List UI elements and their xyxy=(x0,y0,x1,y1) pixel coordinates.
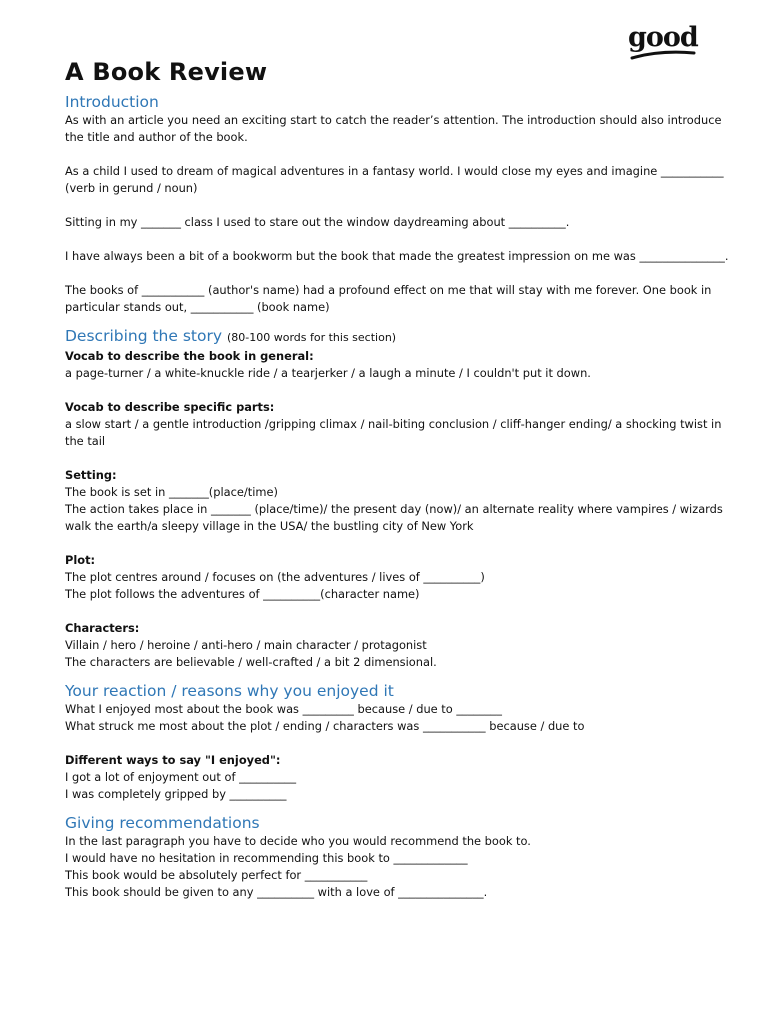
section-heading-recommendations: Giving recommendations xyxy=(65,814,260,832)
characters-label: Characters: xyxy=(65,621,140,635)
vocab-specific-label: Vocab to describe specific parts: xyxy=(65,400,275,414)
enjoyed-line-1: I got a lot of enjoyment out of __________ xyxy=(65,770,297,784)
plot-line-2: The plot follows the adventures of __________(character name) xyxy=(65,587,420,601)
document-body xyxy=(65,92,730,901)
page-title: A Book Review xyxy=(65,58,268,86)
vocab-specific-text: a slow start / a gentle introduction /gripping climax / nail-biting conclusion / cliff-hanger ending/ a shocking twist in the tail xyxy=(65,417,722,448)
intro-paragraph: As with an article you need an exciting start to catch the reader’s attention. The introduction should also introduce the title and author of the book. xyxy=(65,113,722,144)
intro-prompt-author: The books of ___________ (author's name) had a profound effect on me that will stay with me forever. One book in particular stands out, ___________ (book name) xyxy=(65,283,712,314)
section-heading-story xyxy=(65,326,730,348)
enjoyed-label: Different ways to say "I enjoyed": xyxy=(65,753,281,767)
logo-text: good xyxy=(628,22,698,53)
reaction-line-1: What I enjoyed most about the book was _________ because / due to ________ xyxy=(65,702,502,716)
intro-prompt-class: Sitting in my _______ class I used to stare out the window daydreaming about __________. xyxy=(65,215,570,229)
plot-line-1: The plot centres around / focuses on (the adventures / lives of __________) xyxy=(65,570,485,584)
enjoyed-line-2: I was completely gripped by __________ xyxy=(65,787,287,801)
vocab-general-text: a page-turner / a white-knuckle ride / a tearjerker / a laugh a minute / I couldn't put it down. xyxy=(65,366,591,380)
recommend-line-3: This book would be absolutely perfect for ___________ xyxy=(65,868,368,882)
setting-line-2: The action takes place in _______ (place/time)/ the present day (now)/ an alternate reality where vampires / wizards walk the earth/a sleepy village in the USA/ the bustling city of New York xyxy=(65,502,723,533)
good-logo xyxy=(628,24,698,64)
characters-line-1: Villain / hero / heroine / anti-hero / main character / protagonist xyxy=(65,638,427,652)
recommend-line-4: This book should be given to any __________ with a love of _______________. xyxy=(65,885,488,899)
story-heading-text: Describing the story xyxy=(65,327,223,345)
recommend-line-2: I would have no hesitation in recommending this book to _____________ xyxy=(65,851,468,865)
plot-label: Plot: xyxy=(65,553,96,567)
setting-label: Setting: xyxy=(65,468,117,482)
section-heading-introduction: Introduction xyxy=(65,93,159,111)
intro-prompt-dream: As a child I used to dream of magical adventures in a fantasy world. I would close my eyes and imagine ___________ (verb in gerund / noun) xyxy=(65,164,724,195)
reaction-line-2: What struck me most about the plot / ending / characters was ___________ because / due to xyxy=(65,719,585,733)
intro-prompt-bookworm: I have always been a bit of a bookworm but the book that made the greatest impression on me was _______________. xyxy=(65,249,729,263)
setting-line-1: The book is set in _______(place/time) xyxy=(65,485,278,499)
vocab-general-label: Vocab to describe the book in general: xyxy=(65,349,314,363)
section-heading-reaction: Your reaction / reasons why you enjoyed it xyxy=(65,682,394,700)
recommend-line-1: In the last paragraph you have to decide who you would recommend the book to. xyxy=(65,834,531,848)
story-word-count-note: (80-100 words for this section) xyxy=(226,331,397,344)
characters-line-2: The characters are believable / well-crafted / a bit 2 dimensional. xyxy=(65,655,437,669)
logo-swoosh-icon xyxy=(630,50,696,60)
